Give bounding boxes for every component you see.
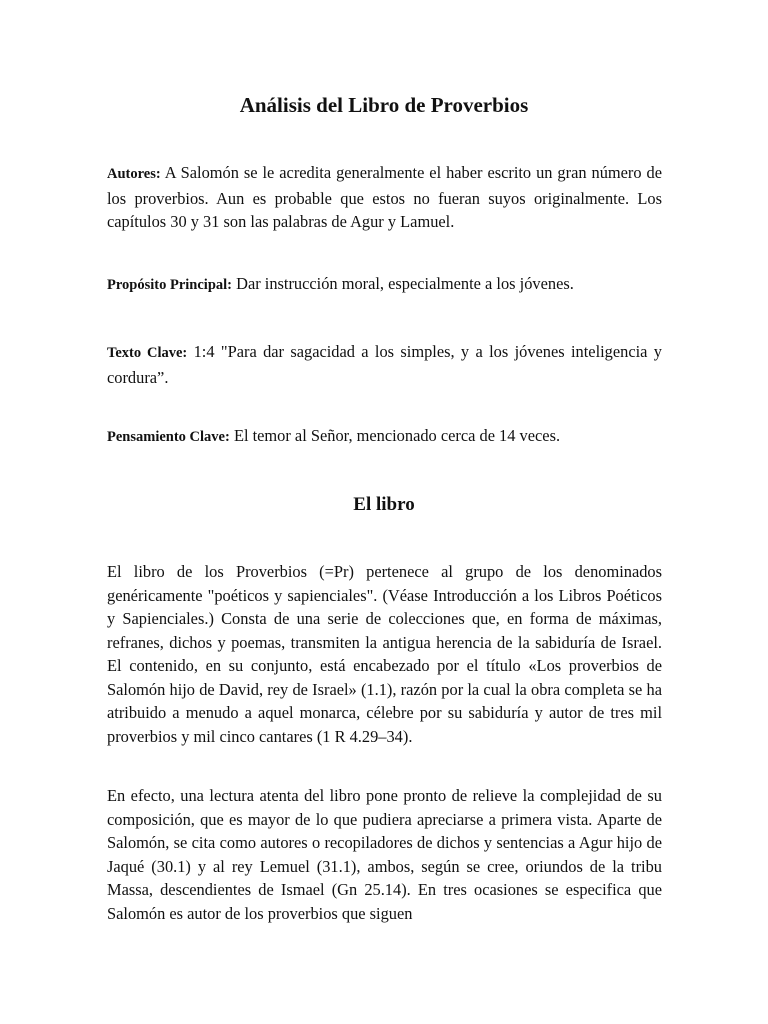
- texto-clave-paragraph: [107, 340, 662, 389]
- pensamiento-clave-paragraph: [107, 424, 662, 450]
- proposito-label: Propósito Principal:: [107, 277, 232, 293]
- proposito-text: Dar instrucción moral, especialmente a los jóvenes.: [236, 274, 574, 293]
- section-title: El libro: [353, 494, 415, 515]
- body-paragraph: El libro de los Proverbios (=Pr) pertenece al grupo de los denominados genéricamente "poéticos y sapienciales". (Véase Introducción a los Libros Poéticos y Sapienciales.) Consta de una serie de colecciones que, en forma de máximas, refranes, dichos y poemas, transmiten la antigua herencia de la sabiduría de Israel. El contenido, en su conjunto, está encabezado por el título «Los proverbios de Salomón hijo de David, rey de Israel» (1.1), razón por la cual la obra completa se ha atribuido a menudo a aquel monarca, célebre por su sabiduría y autor de tres mil proverbios y mil cinco cantares (1 R 4.29–34).: [107, 562, 662, 746]
- autores-label: Autores:: [107, 166, 161, 182]
- pensamiento-clave-label: Pensamiento Clave:: [107, 429, 230, 445]
- texto-clave-label: Texto Clave:: [107, 345, 188, 361]
- texto-clave-text: 1:4 "Para dar sagacidad a los simples, y a los jóvenes inteligencia y cordura”.: [107, 342, 662, 387]
- body-paragraph: En efecto, una lectura atenta del libro pone pronto de relieve la complejidad de su composición, que es mayor de lo que pudiera apreciarse a primera vista. Aparte de Salomón, se cita como autores o recopiladores de dichos y sentencias a Agur hijo de Jaqué (30.1) y al rey Lemuel (31.1), ambos, según se cree, oriundos de la tribu Massa, descendientes de Ismael (Gn 25.14). En tres ocasiones se especifica que Salomón es autor de los proverbios que siguen: [107, 786, 662, 923]
- autores-paragraph: [107, 161, 662, 234]
- autores-text: A Salomón se le acredita generalmente el haber escrito un gran número de los proverbios. Aun es probable que estos no fueran suyos originalmente. Los capítulos 30 y 31 son las palabras de Agur y Lamuel.: [107, 163, 662, 231]
- document-title: Análisis del Libro de Proverbios: [239, 93, 529, 117]
- pensamiento-clave-text: El temor al Señor, mencionado cerca de 14 veces.: [233, 426, 561, 445]
- proposito-paragraph: [107, 272, 662, 298]
